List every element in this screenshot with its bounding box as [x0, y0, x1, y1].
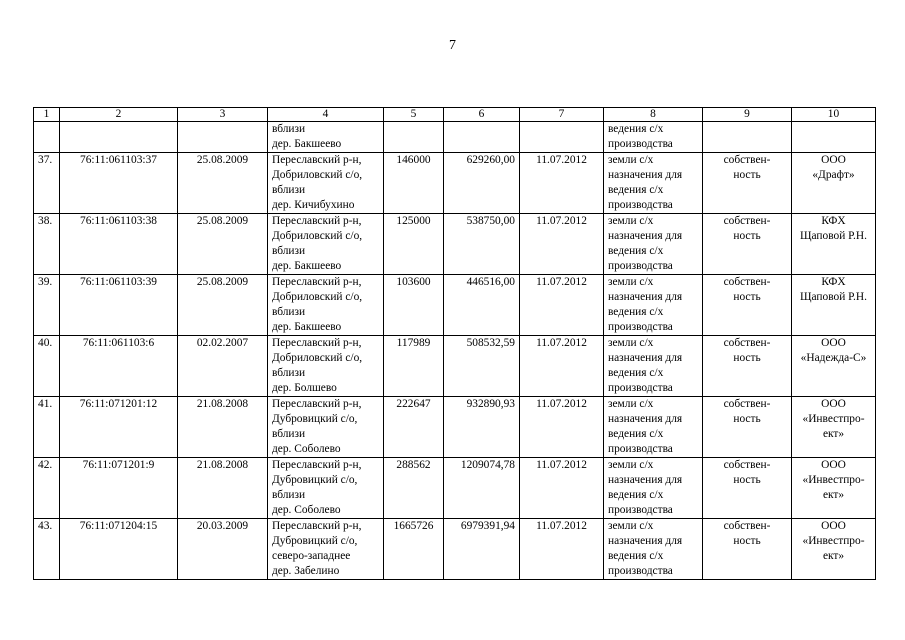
cell-line: вблизи [272, 367, 306, 379]
cell-value: 288562 [396, 459, 431, 471]
cell-line: «Драфт» [812, 169, 855, 181]
cell-line: дер. Забелино [272, 565, 340, 577]
cell-line: ект» [822, 550, 845, 562]
location-cell [268, 122, 384, 153]
table-row [34, 336, 876, 397]
cadastral-number-cell [60, 153, 178, 214]
area-cell [384, 275, 444, 336]
cell-value: 446516,00 [466, 276, 515, 288]
land-category-cell [604, 458, 703, 519]
cell-line [707, 122, 787, 137]
row-number-cell [34, 519, 60, 580]
cell-line: Переславский р-н, [272, 520, 362, 532]
cell-value: 76:11:061103:39 [80, 276, 157, 288]
record-date-cell [520, 458, 604, 519]
record-date-cell [520, 519, 604, 580]
location-cell [268, 153, 384, 214]
right-holder-cell [792, 122, 876, 153]
cell-line: дер. Болшево [272, 382, 337, 394]
location-cell [268, 275, 384, 336]
land-category-cell [604, 153, 703, 214]
cell-line: ность [733, 230, 761, 242]
record-date-cell [520, 397, 604, 458]
location-cell [268, 214, 384, 275]
record-date-cell [520, 122, 604, 153]
cell-line: назначения для [608, 535, 683, 547]
cell-value: 125000 [396, 215, 431, 227]
cell-value: 117989 [396, 337, 431, 349]
cell-line: КФХ [821, 215, 846, 227]
cell-line: ность [733, 291, 761, 303]
cell-line: Переславский р-н, [272, 154, 362, 166]
cell-value: 41. [38, 398, 53, 410]
cell-line: ект» [822, 489, 845, 501]
cell-line: производства [608, 382, 673, 394]
cell-line: производства [608, 504, 673, 516]
land-category-cell [604, 122, 703, 153]
cell-line: собствен- [723, 337, 771, 349]
cell-line: ведения с/х [608, 550, 664, 562]
column-number-cell: 9 [703, 108, 792, 122]
cell-line: «Инвестпро- [802, 413, 865, 425]
cadastral-value-cell [444, 275, 520, 336]
location-cell [268, 519, 384, 580]
cell-line: ность [733, 535, 761, 547]
cell-line: северо-западнее [272, 550, 351, 562]
cell-value: 11.07.2012 [536, 398, 587, 410]
cell-line: собствен- [723, 276, 771, 288]
cell-value: 76:11:071201:12 [79, 398, 158, 410]
cell-value: 43. [38, 520, 53, 532]
right-holder-cell [792, 519, 876, 580]
right-type-cell [703, 153, 792, 214]
cell-value [448, 122, 515, 137]
cell-value: 11.07.2012 [536, 154, 587, 166]
cell-value: 21.08.2008 [196, 459, 249, 471]
land-plots-table [33, 107, 876, 580]
cell-value: 76:11:061103:6 [82, 337, 155, 349]
cell-line: ность [733, 169, 761, 181]
cell-line: Щаповой Р.Н. [800, 230, 867, 242]
cell-line: ведения с/х [608, 367, 664, 379]
registration-date-cell [178, 397, 268, 458]
right-type-cell [703, 519, 792, 580]
cell-line: земли с/х [608, 215, 654, 227]
cell-line: Переславский р-н, [272, 398, 362, 410]
row-number-cell [34, 214, 60, 275]
cell-line: Добриловский с/о, [272, 230, 363, 242]
cell-line: Переславский р-н, [272, 215, 362, 227]
cell-line: «Инвестпро- [802, 474, 865, 486]
cadastral-value-cell [444, 153, 520, 214]
right-type-cell [703, 122, 792, 153]
right-holder-cell [792, 153, 876, 214]
cell-line: Щаповой Р.Н. [800, 291, 867, 303]
cell-value [64, 122, 173, 137]
registration-date-cell [178, 458, 268, 519]
cell-value: 1209074,78 [460, 459, 515, 471]
cell-line: назначения для [608, 413, 683, 425]
cell-value: 11.07.2012 [536, 276, 587, 288]
cell-value [182, 122, 263, 137]
cadastral-number-cell [60, 519, 178, 580]
cell-line: вблизи [272, 428, 306, 440]
cell-value [524, 122, 599, 137]
cell-value: 76:11:071204:15 [79, 520, 158, 532]
cell-value: 538750,00 [466, 215, 515, 227]
cell-line: «Инвестпро- [802, 535, 865, 547]
cell-value: 1665726 [393, 520, 434, 532]
cell-value: 42. [38, 459, 53, 471]
table-row [34, 458, 876, 519]
column-number-cell: 2 [60, 108, 178, 122]
cadastral-number-cell [60, 122, 178, 153]
cell-value: 103600 [396, 276, 431, 288]
cell-value: 11.07.2012 [536, 520, 587, 532]
cadastral-number-cell [60, 458, 178, 519]
cell-line: ООО [821, 459, 846, 471]
right-holder-cell [792, 458, 876, 519]
cell-value: 146000 [396, 154, 431, 166]
area-cell [384, 153, 444, 214]
cell-value: 02.02.2007 [196, 337, 249, 349]
cadastral-value-cell [444, 458, 520, 519]
cell-line: «Надежда-С» [800, 352, 867, 364]
cadastral-number-cell [60, 397, 178, 458]
cell-line: ведения с/х [608, 489, 664, 501]
cell-value: 508532,59 [466, 337, 515, 349]
table-row [34, 122, 876, 153]
cell-value: 25.08.2009 [196, 154, 249, 166]
cell-line: производства [608, 443, 673, 455]
cell-line: Дубровицкий с/о, [272, 535, 358, 547]
column-number-cell: 5 [384, 108, 444, 122]
land-category-cell [604, 214, 703, 275]
cell-line: собствен- [723, 215, 771, 227]
cell-line: вблизи [272, 123, 306, 135]
right-type-cell [703, 458, 792, 519]
right-type-cell [703, 336, 792, 397]
record-date-cell [520, 153, 604, 214]
cell-line: собствен- [723, 398, 771, 410]
cell-line: ность [733, 352, 761, 364]
cell-line: Добриловский с/о, [272, 291, 363, 303]
row-number-cell [34, 153, 60, 214]
cell-line: собствен- [723, 520, 771, 532]
cell-line: ект» [822, 428, 845, 440]
cell-value: 37. [38, 154, 53, 166]
cell-line: производства [608, 199, 673, 211]
cadastral-value-cell [444, 519, 520, 580]
column-number-cell: 4 [268, 108, 384, 122]
cell-line: дер. Соболево [272, 504, 341, 516]
cadastral-value-cell [444, 214, 520, 275]
cell-value: 25.08.2009 [196, 276, 249, 288]
location-cell [268, 458, 384, 519]
cell-line: дер. Кичибухино [272, 199, 355, 211]
cell-value: 222647 [396, 398, 431, 410]
column-number-cell: 7 [520, 108, 604, 122]
cell-line: Добриловский с/о, [272, 352, 363, 364]
row-number-cell [34, 397, 60, 458]
cell-line: ООО [821, 337, 846, 349]
cell-line: земли с/х [608, 459, 654, 471]
column-number-cell: 8 [604, 108, 703, 122]
cell-line: дер. Соболево [272, 443, 341, 455]
table-row [34, 214, 876, 275]
table-row [34, 153, 876, 214]
location-cell [268, 336, 384, 397]
cell-value: 25.08.2009 [196, 215, 249, 227]
cell-line: производства [608, 260, 673, 272]
location-cell [268, 397, 384, 458]
cell-line: земли с/х [608, 398, 654, 410]
area-cell [384, 397, 444, 458]
cell-line: дер. Бакшеево [272, 138, 342, 150]
cell-line: ведения с/х [608, 184, 664, 196]
right-type-cell [703, 275, 792, 336]
cell-value: 6979391,94 [460, 520, 515, 532]
page-number: 7 [449, 38, 456, 53]
cell-value: 11.07.2012 [536, 215, 587, 227]
land-category-cell [604, 336, 703, 397]
cadastral-number-cell [60, 214, 178, 275]
table-row [34, 275, 876, 336]
registration-date-cell [178, 519, 268, 580]
column-number-cell: 6 [444, 108, 520, 122]
cell-value [388, 122, 439, 137]
cell-value: 76:11:061103:38 [80, 215, 157, 227]
cell-line: Дубровицкий с/о, [272, 474, 358, 486]
cell-line: дер. Бакшеево [272, 260, 342, 272]
area-cell [384, 122, 444, 153]
cell-line: назначения для [608, 291, 683, 303]
row-number-cell [34, 122, 60, 153]
cell-line: дер. Бакшеево [272, 321, 342, 333]
cell-value: 932890,93 [466, 398, 515, 410]
cadastral-number-cell [60, 275, 178, 336]
cell-line: ведения с/х [608, 306, 664, 318]
cell-line: производства [608, 138, 673, 150]
cell-line: вблизи [272, 245, 306, 257]
cell-value: 38. [38, 215, 53, 227]
row-number-cell [34, 458, 60, 519]
cell-value: 21.08.2008 [196, 398, 249, 410]
cell-line: назначения для [608, 474, 683, 486]
cell-value: 39. [38, 276, 53, 288]
cell-line: ведения с/х [608, 428, 664, 440]
cell-line: земли с/х [608, 154, 654, 166]
cell-line: Добриловский с/о, [272, 169, 363, 181]
cell-value: 76:11:061103:37 [80, 154, 157, 166]
land-category-cell [604, 275, 703, 336]
registration-date-cell [178, 275, 268, 336]
cell-line [796, 122, 871, 137]
area-cell [384, 336, 444, 397]
right-type-cell [703, 214, 792, 275]
table-row [34, 397, 876, 458]
cell-line: ведения с/х [608, 123, 664, 135]
cadastral-value-cell [444, 122, 520, 153]
table-row [34, 519, 876, 580]
cell-line: собствен- [723, 459, 771, 471]
cell-line: земли с/х [608, 520, 654, 532]
record-date-cell [520, 275, 604, 336]
cell-value: 20.03.2009 [196, 520, 249, 532]
registration-date-cell [178, 336, 268, 397]
cell-line: производства [608, 321, 673, 333]
cell-line: ность [733, 413, 761, 425]
cell-line: КФХ [821, 276, 846, 288]
cell-line: ООО [821, 398, 846, 410]
cadastral-number-cell [60, 336, 178, 397]
cell-line: ведения с/х [608, 245, 664, 257]
cell-line: ООО [821, 520, 846, 532]
registration-date-cell [178, 122, 268, 153]
cell-line: вблизи [272, 306, 306, 318]
cell-line: собствен- [723, 154, 771, 166]
right-holder-cell [792, 336, 876, 397]
cell-line: ность [733, 474, 761, 486]
cell-line: Переславский р-н, [272, 459, 362, 471]
registration-date-cell [178, 153, 268, 214]
area-cell [384, 458, 444, 519]
cell-value: 11.07.2012 [536, 337, 587, 349]
column-number-cell: 3 [178, 108, 268, 122]
row-number-cell [34, 336, 60, 397]
land-category-cell [604, 519, 703, 580]
row-number-cell [34, 275, 60, 336]
right-holder-cell [792, 275, 876, 336]
column-number-row [34, 108, 876, 122]
right-holder-cell [792, 397, 876, 458]
cell-line: земли с/х [608, 276, 654, 288]
cell-value: 11.07.2012 [536, 459, 587, 471]
cell-line: назначения для [608, 230, 683, 242]
cell-line: назначения для [608, 169, 683, 181]
record-date-cell [520, 214, 604, 275]
cell-line: Переславский р-н, [272, 337, 362, 349]
cell-line: Переславский р-н, [272, 276, 362, 288]
land-category-cell [604, 397, 703, 458]
cell-line: земли с/х [608, 337, 654, 349]
cadastral-value-cell [444, 336, 520, 397]
cell-line: вблизи [272, 489, 306, 501]
cell-line: Дубровицкий с/о, [272, 413, 358, 425]
cell-line: назначения для [608, 352, 683, 364]
cell-value: 76:11:071201:9 [82, 459, 155, 471]
cell-value: 629260,00 [466, 154, 515, 166]
cell-value [38, 122, 55, 137]
right-holder-cell [792, 214, 876, 275]
cell-value: 40. [38, 337, 53, 349]
column-number-cell: 1 [34, 108, 60, 122]
column-number-cell: 10 [792, 108, 876, 122]
right-type-cell [703, 397, 792, 458]
cell-line: вблизи [272, 184, 306, 196]
cell-line: производства [608, 565, 673, 577]
record-date-cell [520, 336, 604, 397]
cadastral-value-cell [444, 397, 520, 458]
area-cell [384, 519, 444, 580]
area-cell [384, 214, 444, 275]
registration-date-cell [178, 214, 268, 275]
cell-line: ООО [821, 154, 846, 166]
